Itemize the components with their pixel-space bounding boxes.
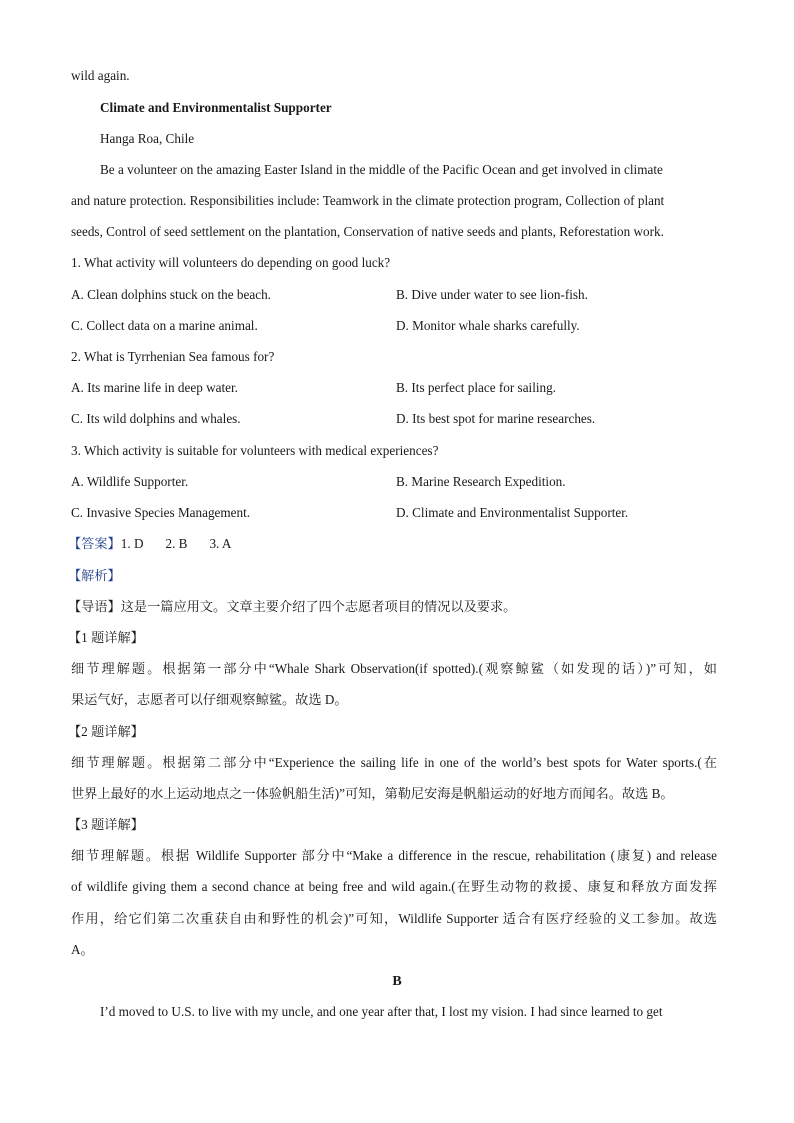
option-3b: B. Marine Research Expedition. [396, 474, 566, 489]
detail-label-2: 【2 题详解】 [68, 724, 144, 739]
option-2b: B. Its perfect place for sailing. [396, 380, 557, 395]
answer-item-3: 3. A [209, 536, 232, 551]
body-line-1: Be a volunteer on the amazing Easter Island in the middle of the Pacific Ocean and get involved in climate [100, 162, 663, 177]
answer-item-1: 1. D [120, 536, 144, 551]
option-1b: B. Dive under water to see lion-fish. [396, 287, 588, 302]
detail-1-line-2: 果运气好，志愿者可以仔细观察鲸鲨。故选 D。 [71, 692, 348, 707]
option-1c: C. Collect data on a marine animal. [71, 318, 258, 333]
detail-2-line-1: 细节理解题。根据第二部分中“Experience the sailing life in one of the world’s best spots for Water sports.(在 [71, 755, 717, 770]
analysis-label: 【解析】 [68, 568, 121, 583]
detail-3-line-1: 细节理解题。根据 Wildlife Supporter 部分中“Make a difference in the rescue, rehabilitation (康复) and release [71, 848, 717, 863]
guide-label: 【导语】 [68, 599, 121, 614]
answer-label: 【答案】 [68, 536, 121, 551]
passage-continuation: wild again. [71, 68, 130, 83]
option-3d: D. Climate and Environmentalist Supporter. [396, 505, 629, 520]
question-stem-3: 3. Which activity is suitable for volunteers with medical experiences? [71, 443, 439, 458]
guide-text: 这是一篇应用文。文章主要介绍了四个志愿者项目的情况以及要求。 [120, 599, 517, 614]
detail-3-line-2: of wildlife giving them a second chance at being free and wild again.(在野生动物的救援、康复和释放方面发挥 [71, 879, 717, 894]
option-2d: D. Its best spot for marine researches. [396, 411, 596, 426]
option-3c: C. Invasive Species Management. [71, 505, 251, 520]
body-line-3: seeds, Control of seed settlement on the plantation, Conservation of native seeds and plants, Reforestation work. [71, 224, 664, 239]
detail-3-line-4: A。 [71, 942, 94, 957]
location-line: Hanga Roa, Chile [100, 131, 195, 146]
answer-item-2: 2. B [165, 536, 188, 551]
detail-label-3: 【3 题详解】 [68, 817, 144, 832]
section-heading-climate: Climate and Environmentalist Supporter [100, 100, 332, 115]
section-b-first-line: I’d moved to U.S. to live with my uncle, and one year after that, I lost my vision. I had since learned to get [100, 1004, 663, 1019]
option-2a: A. Its marine life in deep water. [71, 380, 238, 395]
option-2c: C. Its wild dolphins and whales. [71, 411, 241, 426]
guide-line [68, 598, 516, 616]
question-stem-1: 1. What activity will volunteers do depending on good luck? [71, 255, 391, 270]
answer-key [68, 535, 231, 553]
option-1a: A. Clean dolphins stuck on the beach. [71, 287, 271, 302]
option-1d: D. Monitor whale sharks carefully. [396, 318, 580, 333]
body-line-2: and nature protection. Responsibilities include: Teamwork in the climate protection program, Collection of plant [71, 193, 665, 208]
option-3a: A. Wildlife Supporter. [71, 474, 189, 489]
detail-2-line-2: 世界上最好的水上运动地点之一体验帆船生活)”可知，第勒尼安海是帆船运动的好地方而闻名。故选 B。 [71, 786, 674, 801]
detail-1-line-1: 细节理解题。根据第一部分中“Whale Shark Observation(if spotted).(观察鲸鲨（如发现的话）)”可知，如 [71, 661, 717, 676]
question-stem-2: 2. What is Tyrrhenian Sea famous for? [71, 349, 275, 364]
detail-label-1: 【1 题详解】 [68, 630, 144, 645]
section-b-heading: B [392, 974, 402, 989]
detail-3-line-3: 作用，给它们第二次重获自由和野性的机会)”可知，Wildlife Supporter 适合有医疗经验的义工参加。故选 [71, 911, 717, 926]
